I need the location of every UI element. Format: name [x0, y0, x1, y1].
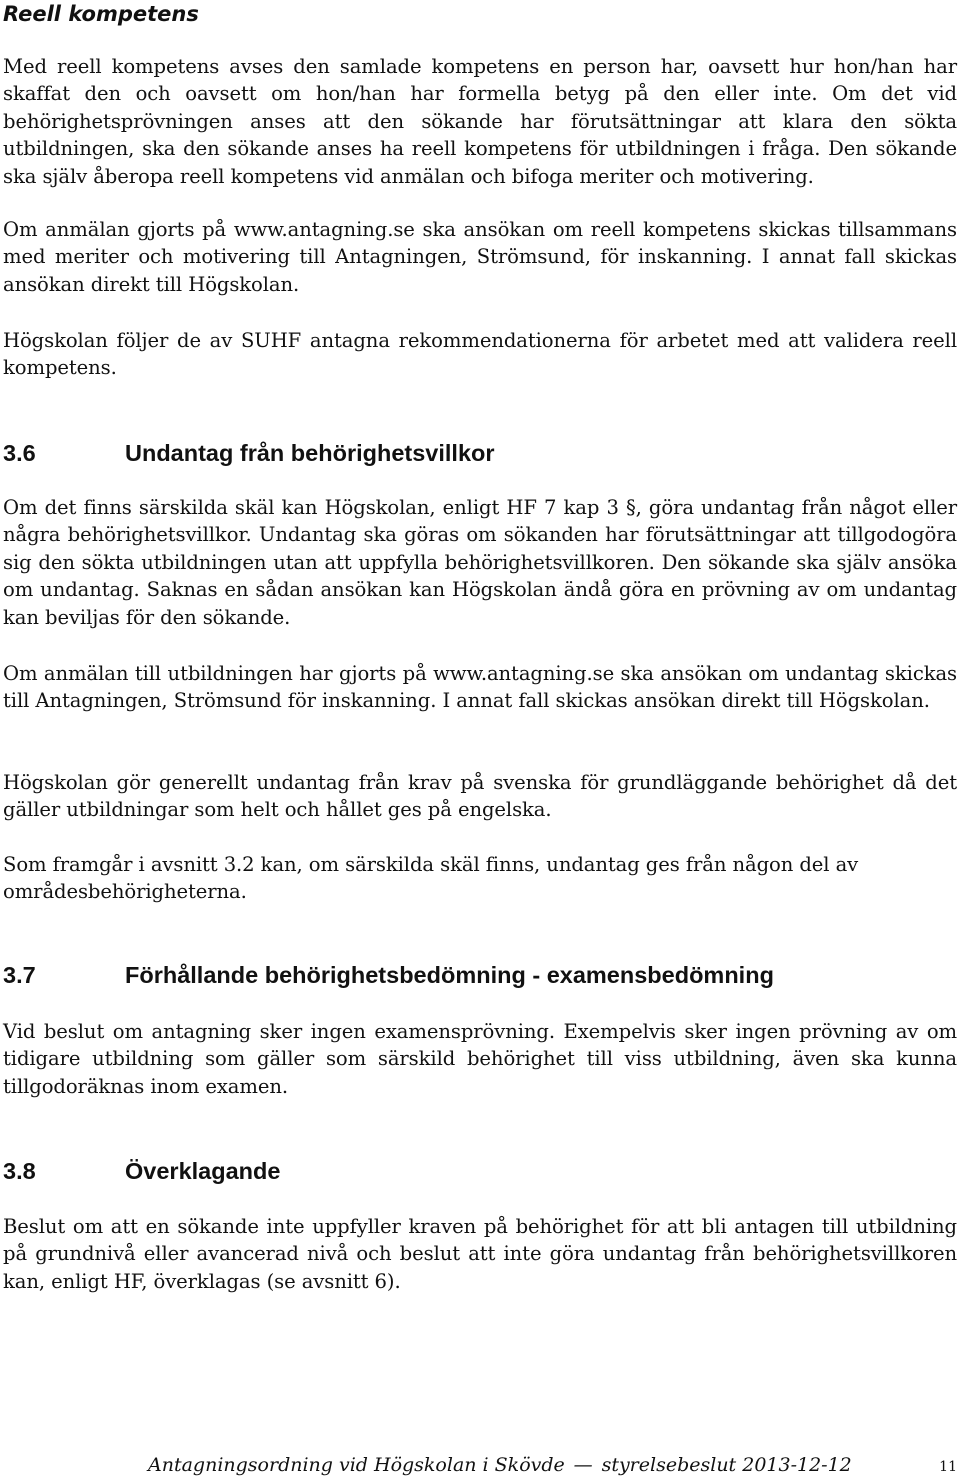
paragraph-overklagande: Beslut om att en sökande inte uppfyller kraven på behörighet för att bli antagen till utbildning på grundnivå eller avancerad nivå och beslut att inte göra undantag från behörighetsvillkoren kan, enligt HF, överklagas (se avsnitt 6). — [3, 1215, 957, 1293]
page-number: 11 — [939, 1459, 957, 1475]
section-title: Förhållande behörighetsbedömning - examensbedömning — [125, 962, 774, 988]
section-heading-3-8 — [3, 1156, 957, 1186]
section-number: 3.8 — [3, 1158, 36, 1184]
footer-text — [148, 1452, 852, 1478]
paragraph-undantag-ansokan: Om anmälan till utbildningen har gjorts på www.antagning.se ska ansökan om undantag skickas till Antagningen, Strömsund för inskanning. I annat fall skickas ansökan direkt till Högskolan. — [3, 662, 957, 713]
footer-decision: styrelsebeslut 2013-12-12 — [601, 1454, 852, 1476]
paragraph-reell-suhf: Högskolan följer de av SUHF antagna rekommendationerna för arbetet med att validera reell kompetens. — [3, 329, 957, 380]
footer-separator: — — [573, 1454, 593, 1476]
section-heading-3-7 — [3, 960, 957, 990]
section-number: 3.6 — [3, 440, 36, 466]
section-title: Överklagande — [125, 1158, 281, 1184]
footer-doc-title: Antagningsordning vid Högskolan i Skövde — [148, 1454, 565, 1476]
paragraph-undantag-omradesbehorighet: Som framgår i avsnitt 3.2 kan, om särskilda skäl finns, undantag ges från någon del av områdesbehörigheterna. — [3, 853, 859, 904]
section-number: 3.7 — [3, 962, 36, 988]
subsection-title-reell-kompetens: Reell kompetens — [3, 2, 199, 26]
page-footer — [0, 1450, 960, 1480]
paragraph-undantag-skal: Om det finns särskilda skäl kan Högskolan, enligt HF 7 kap 3 §, göra undantag från något eller några behörighetsvillkor. Undantag ska göras om sökanden har förutsättningar att tillgodogöra sig den sökta utbildningen utan att uppfylla behörighetsvillkoren. Den sökande ska själv ansöka om undantag. Saknas en sådan ansökan kan Högskolan ändå göra en prövning av om undantag kan beviljas för den sökande. — [3, 496, 957, 629]
paragraph-examensprovning: Vid beslut om antagning sker ingen examensprövning. Exempelvis sker ingen prövning av om tidigare utbildning som gäller som särskild behörighet till viss utbildning, även ska kunna tillgodoräknas inom examen. — [3, 1020, 957, 1098]
section-heading-3-6 — [3, 438, 957, 468]
paragraph-reell-definition: Med reell kompetens avses den samlade kompetens en person har, oavsett hur hon/han har skaffat den och oavsett om hon/han har formella betyg på den eller inte. Om det vid behörighetsprövningen anses att den sökande har förutsättningar att klara den sökta utbildningen, ska den sökande anses ha reell kompetens för utbildningen i fråga. Den sökande ska själv åberopa reell kompetens vid anmälan och bifoga meriter och motivering. — [3, 55, 957, 188]
section-title: Undantag från behörighetsvillkor — [125, 440, 495, 466]
paragraph-undantag-svenska: Högskolan gör generellt undantag från krav på svenska för grundläggande behörighet då det gäller utbildningar som helt och hållet ges på engelska. — [3, 771, 957, 822]
paragraph-reell-ansokan: Om anmälan gjorts på www.antagning.se ska ansökan om reell kompetens skickas tillsammans med meriter och motivering till Antagningen, Strömsund, för inskanning. I annat fall skickas ansökan direkt till Högskolan. — [3, 218, 957, 296]
